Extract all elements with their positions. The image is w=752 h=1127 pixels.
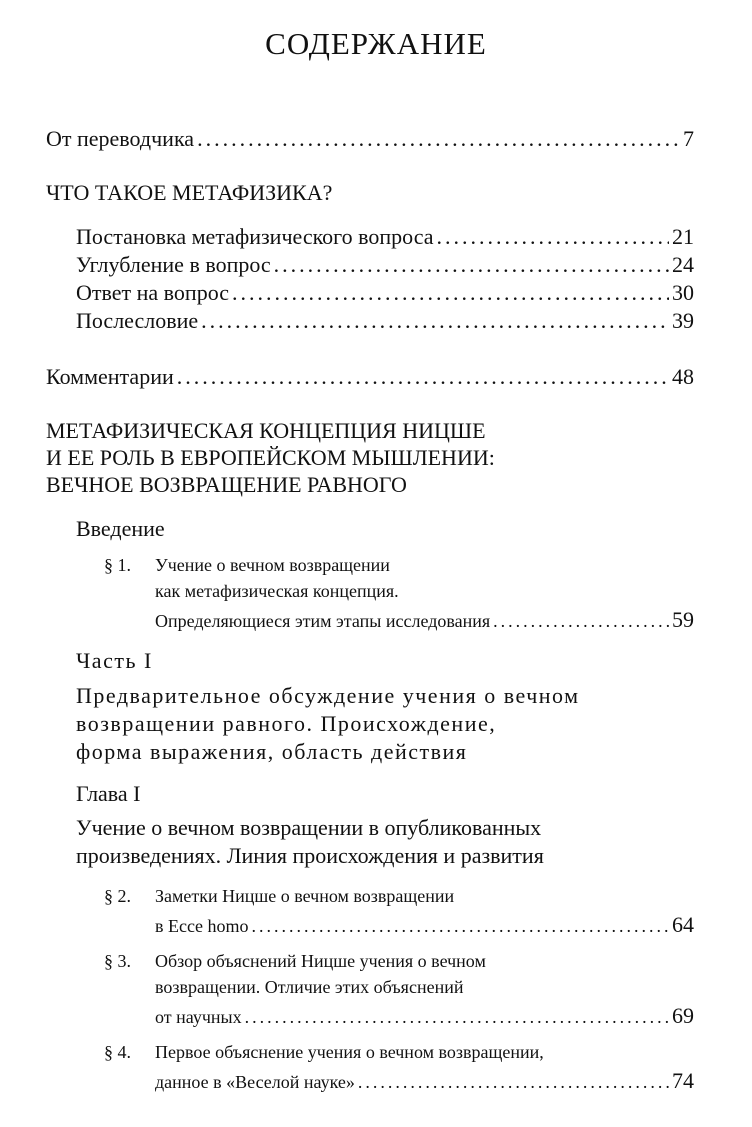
part-label: Часть I [76,648,153,673]
toc-entry[interactable] [76,224,694,250]
section-heading-line: ВЕЧНОЕ ВОЗВРАЩЕНИЕ РАВНОГО [46,472,407,497]
leader-dots [274,252,669,278]
chapter-title-line: Учение о вечном возвращении в опубликованных [76,815,542,840]
entry-text-line: Первое объяснение учения о вечном возвращении, [155,1042,544,1062]
toc-entry-s1[interactable] [155,607,694,633]
entry-label: Определяющиеся этим этапы исследования [155,611,491,631]
entry-text-line: возвращении. Отличие этих объяснений [155,977,464,997]
toc-entry-s2[interactable] [155,912,694,938]
entry-text-line: Обзор объяснений Ницше учения о вечном [155,951,486,971]
entry-page: 21 [672,224,694,249]
entry-page: 59 [672,607,694,632]
toc-entry-translator[interactable] [46,126,694,152]
entry-page: 48 [672,364,694,389]
entry-label: Комментарии [46,364,174,389]
leader-dots [201,308,669,334]
entry-label: От переводчика [46,126,195,151]
toc-entry-comments[interactable] [46,364,694,390]
entry-page: 7 [683,126,694,151]
leader-dots [197,126,680,152]
entry-text-line: как метафизическая концепция. [155,581,399,601]
entry-page: 39 [672,308,694,333]
part-title-line: возвращении равного. Происхождение, [76,711,497,736]
leader-dots [358,1072,669,1093]
leader-dots [177,364,669,390]
entry-page: 30 [672,280,694,305]
entry-label: в Ecce homo [155,916,249,936]
toc-entry-s3[interactable] [155,1003,694,1029]
entry-label: данное в «Веселой науке» [155,1072,355,1092]
part-title-line: форма выражения, область действия [76,739,468,764]
leader-dots [251,916,669,937]
page-title: СОДЕРЖАНИЕ [265,26,487,61]
chapter-title-line: произведениях. Линия происхождения и развития [76,843,544,868]
entry-page: 74 [672,1068,694,1093]
entry-page: 24 [672,252,694,277]
section-mark: § 4. [104,1042,131,1062]
toc-entry-s4[interactable] [155,1068,694,1094]
entry-label: Ответ на вопрос [76,280,230,305]
entry-text-line: Заметки Ницше о вечном возвращении [155,886,455,906]
entry-text-line: Учение о вечном возвращении [155,555,390,575]
entry-label: Постановка метафизического вопроса [76,224,434,249]
entry-label: Углубление в вопрос [76,252,271,277]
leader-dots [232,280,669,306]
chapter-label: Глава I [76,781,141,806]
leader-dots [493,611,669,632]
section-heading-metaphysics: ЧТО ТАКОЕ МЕТАФИЗИКА? [46,180,333,205]
entry-label: Послесловие [76,308,199,333]
leader-dots [245,1007,669,1028]
introduction-heading: Введение [76,516,165,541]
part-title-line: Предварительное обсуждение учения о вечном [76,683,580,708]
toc-entry[interactable] [76,308,694,334]
toc-entry[interactable] [76,280,694,306]
entry-page: 69 [672,1003,694,1028]
entry-label: от научных [155,1007,242,1027]
toc-entry[interactable] [76,252,694,278]
section-mark: § 1. [104,555,131,575]
section-mark: § 2. [104,886,131,906]
entry-page: 64 [672,912,694,937]
section-heading-line: МЕТАФИЗИЧЕСКАЯ КОНЦЕПЦИЯ НИЦШЕ [46,418,486,443]
section-mark: § 3. [104,951,131,971]
section-heading-line: И ЕЕ РОЛЬ В ЕВРОПЕЙСКОМ МЫШЛЕНИИ: [46,445,495,470]
leader-dots [437,224,670,250]
